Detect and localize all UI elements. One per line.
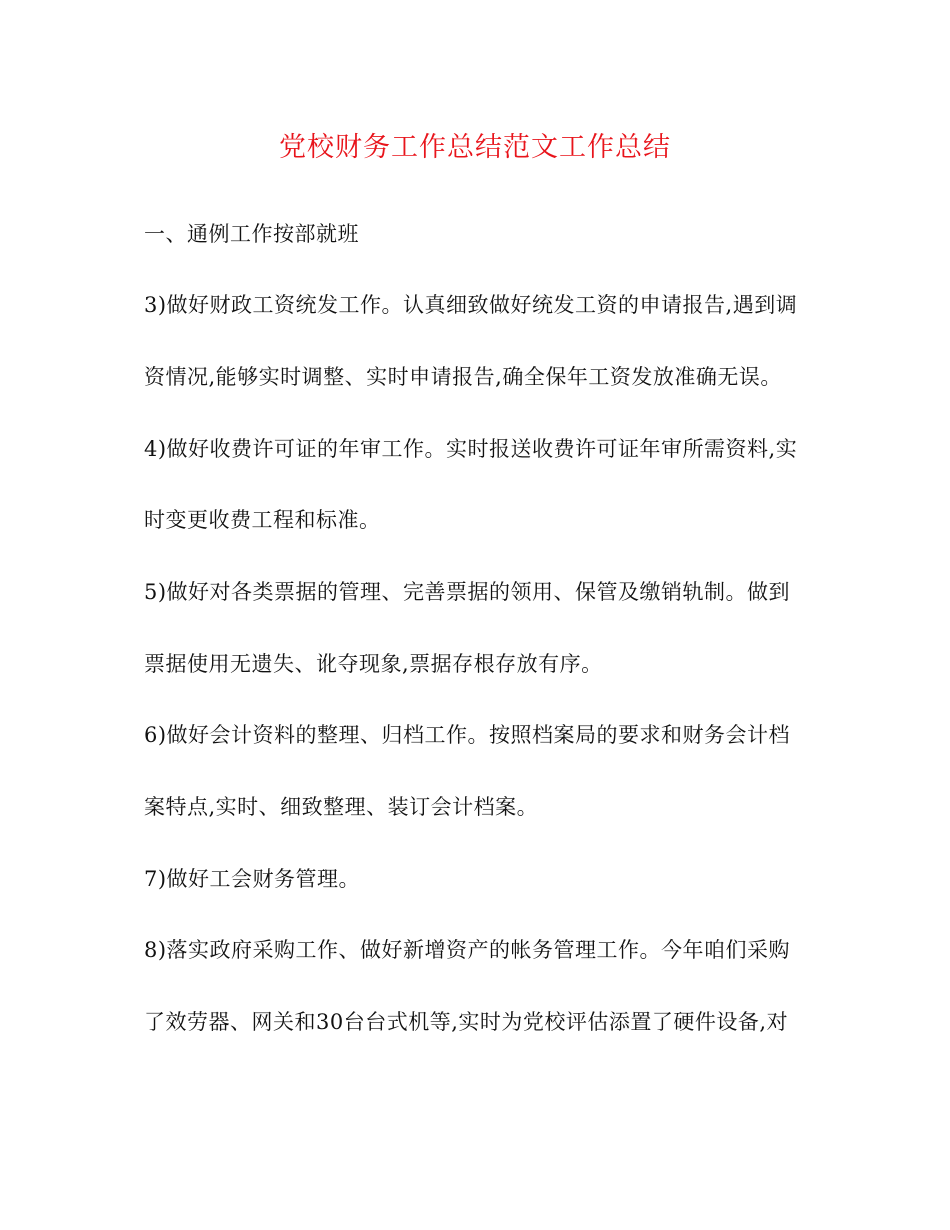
paragraph-line: 案特点,实时、细致整理、装订会计档案。	[144, 795, 539, 819]
paragraph-line: 7)做好工会财务管理。	[144, 867, 361, 891]
paragraph-line: 5)做好对各类票据的管理、完善票据的领用、保管及缴销轨制。做到	[144, 580, 791, 604]
paragraph-line: 资情况,能够实时调整、实时申请报告,确全保年工资发放准确无误。	[144, 365, 782, 389]
section-heading: 一、通例工作按部就班	[144, 222, 359, 246]
paragraph-line: 票据使用无遗失、讹夺现象,票据存根存放有序。	[144, 652, 603, 676]
document-title: 党校财务工作总结范文工作总结	[279, 132, 671, 163]
paragraph-line: 6)做好会计资料的整理、归档工作。按照档案局的要求和财务会计档	[144, 723, 791, 747]
paragraph-line: 4)做好收费许可证的年审工作。实时报送收费许可证年审所需资料,实	[144, 437, 798, 461]
paragraph-line: 3)做好财政工资统发工作。认真细致做好统发工资的申请报告,遇到调	[144, 293, 798, 317]
paragraph-line: 时变更收费工程和标准。	[144, 508, 381, 532]
paragraph-line: 8)落实政府采购工作、做好新增资产的帐务管理工作。今年咱们采购	[144, 938, 791, 962]
paragraph-line: 了效劳器、网关和30台台式机等,实时为党校评估添置了硬件设备,对	[144, 1010, 789, 1034]
